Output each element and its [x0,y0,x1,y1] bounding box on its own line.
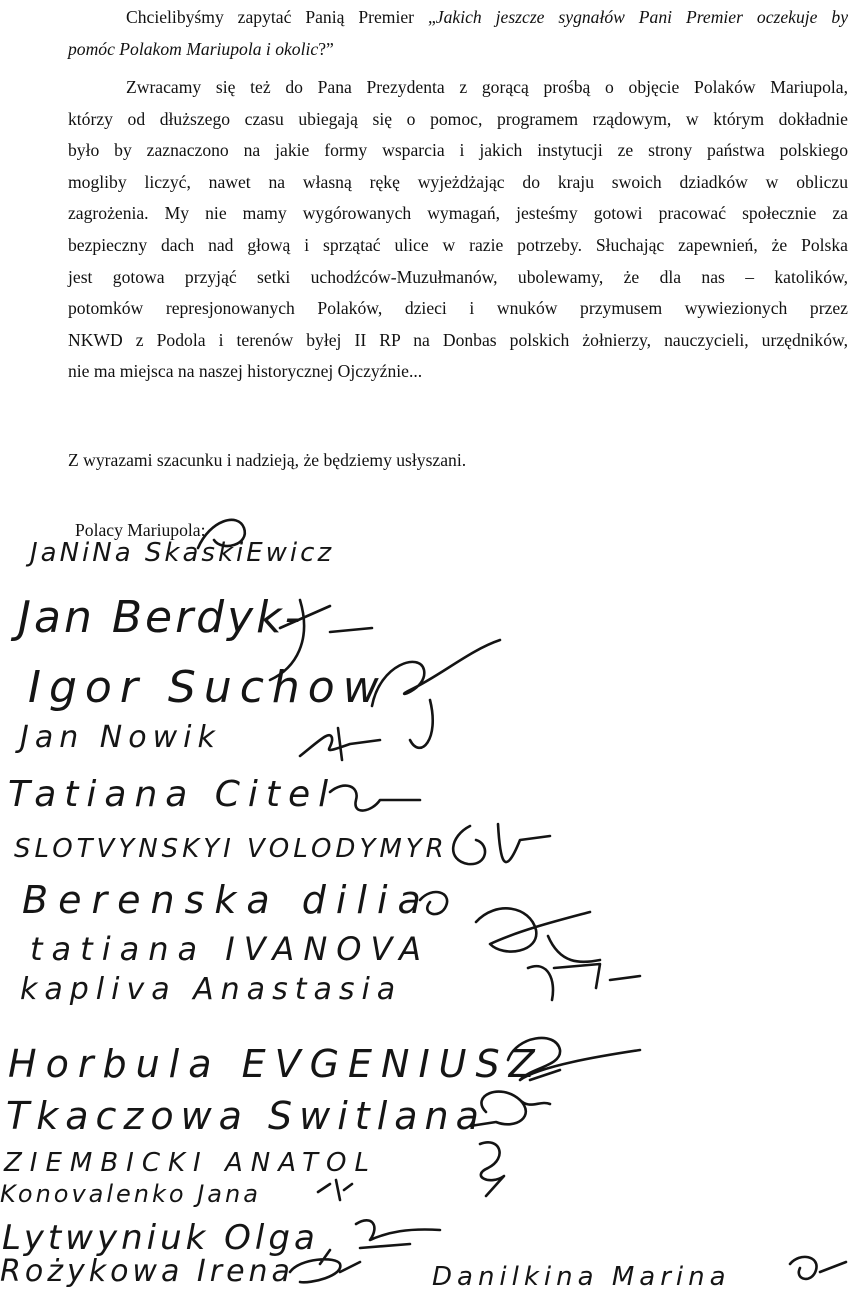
signature-name: Lytwyniuk Olga [2,1218,319,1258]
signature-scribble [480,1142,504,1196]
para2-line: było by zaznaczono na jakie formy wsparcia i jakich instytucji ze strony państwa polskiego [68,140,848,161]
signature-scribble [790,1257,846,1279]
closing-line: Z wyrazami szacunku i nadzieją, że będziemy usłyszani. [68,450,467,470]
signature-name: Tkaczowa Switlana [6,1094,486,1138]
para2-line: mogliby liczyć, nawet na własną rękę wyjeżdżając do kraju swoich dziadków w obliczu [68,171,848,192]
para2-line: bezpieczny dach nad głową i sprzątać ulice w razie potrzeby. Słuchając zapewnień, że Polska [68,234,848,255]
para2-line: zagrożenia. My nie mamy wygórowanych wymagań, jesteśmy gotowi pracować społecznie za [68,203,848,224]
signature-name: ZIEMBICKI ANATOL [4,1148,377,1178]
para1-line2-italic: pomóc Polakom Mariupola i okolic [68,38,319,59]
signature-name: Igor Suchow [28,662,387,713]
signature-scribble [420,892,447,914]
signature-scribble [270,600,372,680]
para1-line1-italic: Jakich jeszcze sygnałów Pani Premier oczekuje by [435,7,848,27]
signature-name: Tatiana Citel [8,774,337,815]
signature-name: Jan Berdyk- [18,592,304,643]
para2-line: którzy od dłuższego czasu ubiegają się o pomoc, programem rządowym, w którym dokładnie [68,108,848,129]
para2-line: NKWD z Podola i terenów byłej II RP na Donbas polskich żołnierzy, nauczycieli, urzędników, [68,329,848,350]
signature-name: SLOTVYNSKYI VOLODYMYR [14,834,448,864]
signature-name: Horbula EVGENIUSZ [8,1042,544,1086]
para1-line1-text: Chcielibyśmy zapytać Panią Premier „ [126,7,436,27]
para2-line: nie ma miejsca na naszej historycznej Ojczyźnie... [68,361,423,382]
signature-scribble [356,1220,440,1248]
signature-scribble [470,1092,550,1126]
para2-line: Zwracamy się też do Pana Prezydenta z gorącą prośbą o objęcie Polaków Mariupola, [126,77,848,97]
para2-line: potomków represjonowanych Polaków, dzieci i wnuków przymusem wywiezionych przez [68,298,848,319]
signatures-header: Polacy Mariupola: [75,520,206,540]
signature-name: Jan Nowik [20,720,221,755]
signature-name: Danilkina Marina [432,1262,731,1292]
signature-scribble [318,1180,352,1200]
signature-name: JaNiNa SkaskiEwicz [30,538,335,568]
signature-name: Rożykowa Irena [0,1254,294,1289]
signature-scribble [372,640,500,748]
signature-name: kapliva Anastasia [20,972,403,1007]
signature-scribble [300,728,380,760]
signature-name: Konovalenko Jana [0,1180,261,1208]
signature-scribble [508,1038,640,1080]
signature-scribble [453,824,550,864]
signature-name: Berenska dilia [22,878,431,922]
signature-scribble [528,964,640,1000]
signature-scribble [330,786,420,811]
signature-scribble [290,1250,360,1282]
para1-line2-end: ?” [318,38,334,59]
signature-scribble [198,520,245,548]
para2-line: jest gotowa przyjąć setki uchodźców-Muzułmanów, ubolewamy, że dla nas – katolików, [68,266,848,287]
signature-scribble [476,908,600,962]
signature-name: tatiana IVANOVA [30,930,431,968]
